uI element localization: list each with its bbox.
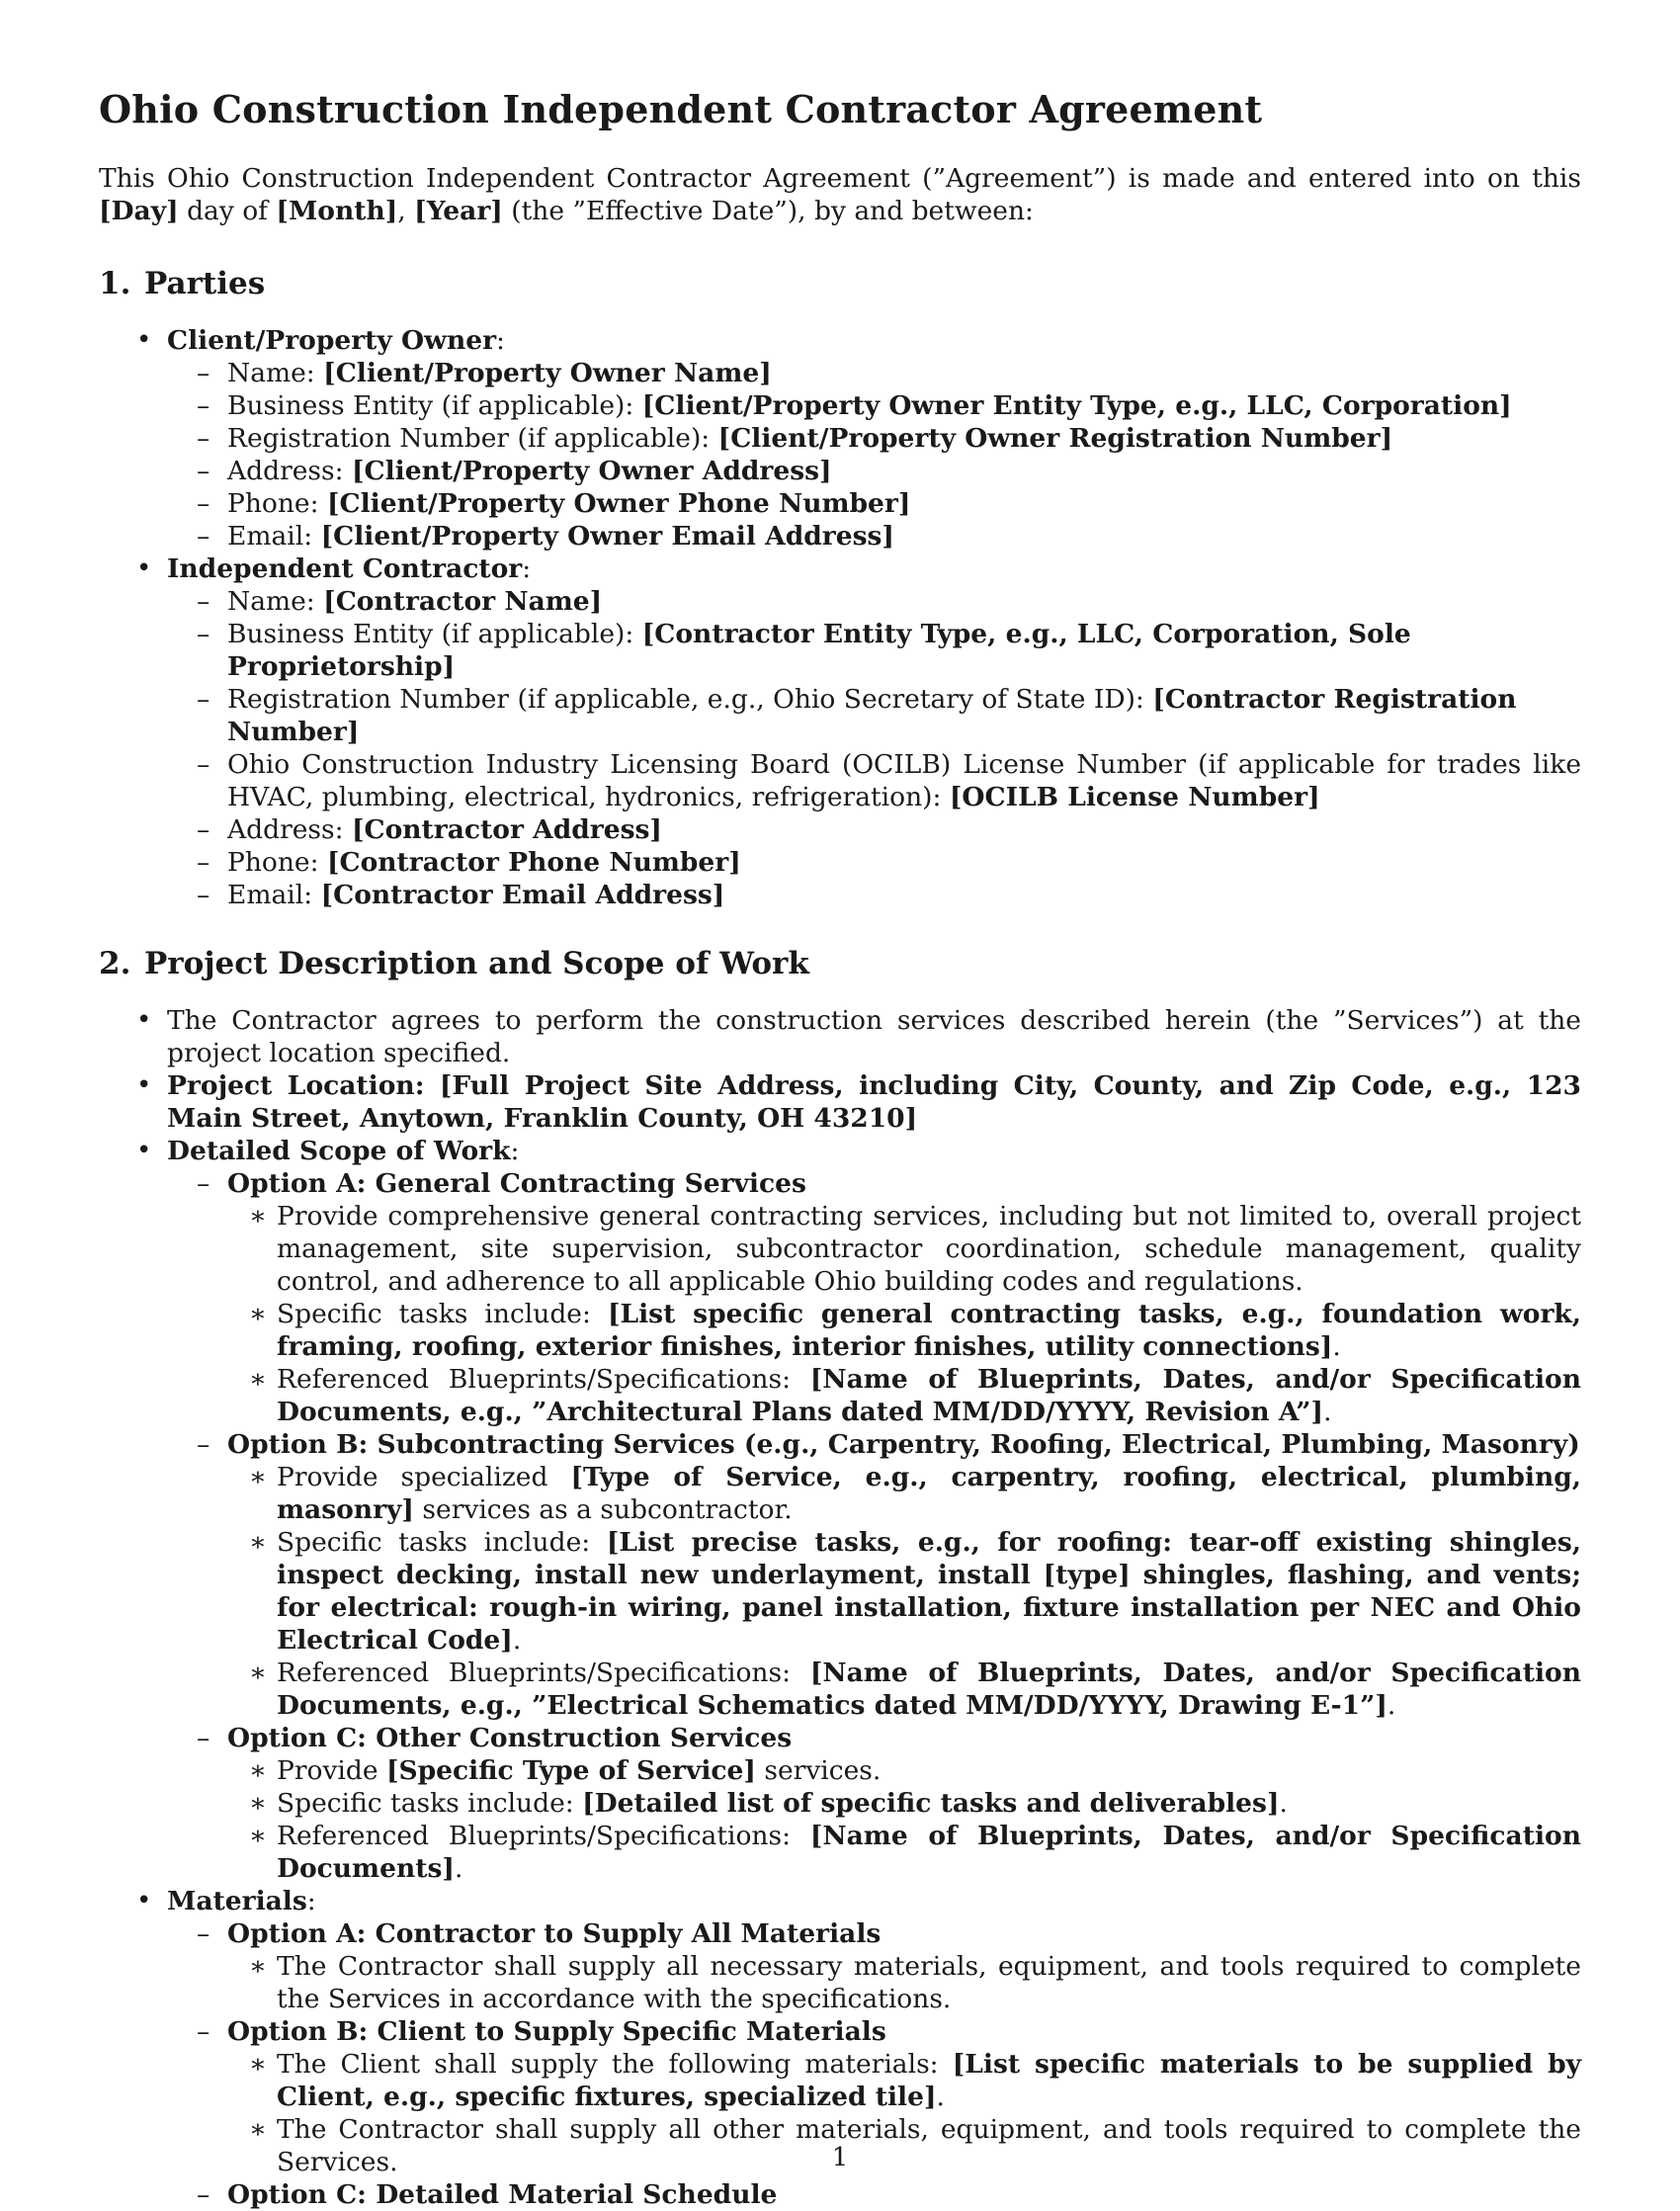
field-value: [OCILB License Number] xyxy=(949,782,1320,812)
field-value: [Client/Property Owner Phone Number] xyxy=(326,488,911,519)
field-value: [Contractor Address] xyxy=(351,814,662,845)
option-b-detail xyxy=(227,1526,1581,1657)
field-value: [Contractor Email Address] xyxy=(320,880,725,910)
option-c-detail xyxy=(227,1754,1581,1787)
client-entity-field xyxy=(167,389,1581,422)
section-heading-scope xyxy=(99,945,1581,982)
materials-b-detail: ∗ The Contractor shall supply all other materials, equipment, and tools required to complete the Services. xyxy=(227,2113,1581,2178)
scope-option-c xyxy=(167,1722,1581,1885)
option-title: Option B: Client to Supply Specific Materials xyxy=(227,2016,886,2047)
option-a-detail: ∗ Provide comprehensive general contracting services, including but not limited to, overall project management, site supervision, subcontractor coordination, schedule management, quality control, and adherence to all applicable Ohio building codes and regulations. xyxy=(227,1200,1581,1298)
intro-text: This Ohio Construction Independent Contractor Agreement (”Agreement”) is made and entered into on this xyxy=(99,163,1581,194)
section-title: Parties xyxy=(144,266,266,301)
materials-label: Materials xyxy=(167,1886,307,1916)
contractor-fields xyxy=(167,585,1581,911)
scope-list xyxy=(99,1004,1581,2211)
colon: : xyxy=(496,325,505,356)
materials-a-detail: ∗ The Contractor shall supply all necessary materials, equipment, and tools required to complete the Services in accordance with the specifications. xyxy=(227,1950,1581,2015)
option-a-details xyxy=(227,1200,1581,1428)
intro-text: (the ”Effective Date”), by and between: xyxy=(502,196,1034,226)
detail-label: Specific tasks include: xyxy=(277,1527,607,1558)
option-title: Option A: General Contracting Services xyxy=(227,1168,806,1199)
detail-end: . xyxy=(1323,1397,1332,1427)
detail-value: [Type of Service, e.g., carpentry, roofing, electrical, plumbing, masonry] xyxy=(277,1462,1581,1525)
intro-text: day of xyxy=(178,196,277,226)
detailed-scope-item xyxy=(99,1135,1581,1885)
scope-label: Detailed Scope of Work xyxy=(167,1136,511,1166)
client-party xyxy=(99,324,1581,553)
colon: : xyxy=(306,1886,316,1916)
detail-label: Referenced Blueprints/Specifications: xyxy=(277,1821,810,1851)
field-value: [Client/Property Owner Registration Number] xyxy=(717,423,1393,454)
scope-options xyxy=(167,1167,1581,1885)
field-label: Registration Number (if applicable): xyxy=(227,423,718,454)
detail-value: [Name of Blueprints, Dates, and/or Specification Documents, e.g., ”Electrical Schematics dated MM/DD/YYYY, Drawing E-1”] xyxy=(277,1658,1581,1721)
client-email-field xyxy=(167,520,1581,553)
field-label: Registration Number (if applicable, e.g., Ohio Secretary of State ID): xyxy=(227,684,1153,715)
option-a-detail xyxy=(227,1363,1581,1428)
detail-value: [List precise tasks, e.g., for roofing: tear-off existing shingles, inspect decking, install new underlayment, install [type] shingles, flashing, and vents; for electrical: rough-in wiring, panel installation, fixture installation per NEC and Ohio Electrical Code] xyxy=(277,1527,1581,1656)
field-label: Ohio Construction Industry Licensing Board (OCILB) License Number (if applicable for trades like HVAC, plumbing, electrical, hydronics, refrigeration): xyxy=(227,749,1581,812)
detail-end: . xyxy=(454,1853,463,1884)
contractor-address-field xyxy=(167,813,1581,846)
detail-value: [Name of Blueprints, Dates, and/or Specification Documents, e.g., ”Architectural Plans dated MM/DD/YYYY, Revision A”] xyxy=(277,1364,1581,1427)
section-heading-parties xyxy=(99,265,1581,302)
section-number: 1. xyxy=(99,266,131,301)
client-label: Client/Property Owner xyxy=(167,325,497,356)
client-address-field xyxy=(167,455,1581,487)
intro-paragraph xyxy=(99,162,1581,227)
field-label: Business Entity (if applicable): xyxy=(227,619,642,649)
services-item: • The Contractor agrees to perform the construction services described herein (the ”Services”) at the project location specified. xyxy=(99,1004,1581,1069)
contractor-name-field xyxy=(167,585,1581,618)
detail-label: Referenced Blueprints/Specifications: xyxy=(277,1658,810,1688)
client-phone-field xyxy=(167,487,1581,520)
field-value: [Client/Property Owner Entity Type, e.g., LLC, Corporation] xyxy=(641,390,1512,421)
contractor-entity-field xyxy=(167,618,1581,683)
option-title: Option A: Contractor to Supply All Materials xyxy=(227,1918,882,1949)
contractor-phone-field xyxy=(167,846,1581,879)
field-label: Project Location xyxy=(167,1070,415,1101)
page-number: 1 xyxy=(831,2143,849,2172)
materials-option-a xyxy=(167,1917,1581,2015)
document-title: Ohio Construction Independent Contractor Agreement xyxy=(99,87,1263,131)
client-name-field xyxy=(167,357,1581,389)
field-label: Name: xyxy=(227,358,324,388)
option-c-details xyxy=(227,1754,1581,1885)
detail-end: services as a subcontractor. xyxy=(413,1494,793,1525)
field-label: Business Entity (if applicable): xyxy=(227,390,642,421)
detail-end: . xyxy=(512,1625,522,1656)
detail-label: Referenced Blueprints/Specifications: xyxy=(277,1364,810,1395)
field-label: Address: xyxy=(227,456,352,486)
contractor-party xyxy=(99,553,1581,911)
field-value: [Contractor Registration Number] xyxy=(227,684,1517,747)
option-title: Option C: Detailed Material Schedule xyxy=(227,2179,778,2210)
option-c-detail xyxy=(227,1787,1581,1820)
detail-label: The Client shall supply the following materials: xyxy=(277,2049,953,2080)
detail-value: [Specific Type of Service] xyxy=(385,1755,756,1786)
detail-label: Provide xyxy=(277,1755,386,1786)
year-placeholder: [Year] xyxy=(414,196,503,226)
option-b-detail xyxy=(227,1461,1581,1526)
contractor-registration-field xyxy=(167,683,1581,748)
detail-value: [List specific materials to be supplied by Client, e.g., specific fixtures, specialized tile] xyxy=(277,2049,1582,2112)
detail-label: Specific tasks include: xyxy=(277,1299,608,1329)
detail-end: services. xyxy=(755,1755,882,1786)
field-value: [Client/Property Owner Address] xyxy=(351,456,832,486)
detail-value: [List specific general contracting tasks, e.g., foundation work, framing, roofing, exterior finishes, interior finishes, utility connections] xyxy=(277,1299,1581,1362)
option-b-detail xyxy=(227,1657,1581,1722)
field-value: [Contractor Name] xyxy=(323,586,603,617)
detail-end: . xyxy=(1279,1788,1288,1819)
month-placeholder: [Month] xyxy=(276,196,398,226)
option-c-detail xyxy=(227,1820,1581,1885)
colon: : xyxy=(510,1136,520,1166)
scope-option-a xyxy=(167,1167,1581,1428)
detail-end: . xyxy=(1332,1331,1341,1362)
detail-label: Provide specialized xyxy=(277,1462,571,1492)
contractor-email-field xyxy=(167,879,1581,911)
field-label: Address: xyxy=(227,814,352,845)
project-location-item xyxy=(99,1069,1581,1135)
detail-label: Specific tasks include: xyxy=(277,1788,583,1819)
field-label: Phone: xyxy=(227,847,327,878)
materials-option-c xyxy=(167,2178,1581,2211)
contractor-label: Independent Contractor xyxy=(167,553,523,584)
intro-text: , xyxy=(397,196,415,226)
option-b-details xyxy=(227,1461,1581,1722)
section-title: Project Description and Scope of Work xyxy=(144,946,809,981)
field-value: [Contractor Phone Number] xyxy=(326,847,741,878)
detail-value: [Name of Blueprints, Dates, and/or Specification Documents] xyxy=(277,1821,1581,1884)
field-label: Name: xyxy=(227,586,324,617)
client-registration-field xyxy=(167,422,1581,455)
option-title: Option C: Other Construction Services xyxy=(227,1723,793,1753)
materials-b-detail xyxy=(227,2048,1581,2113)
field-label: Email: xyxy=(227,521,321,552)
day-placeholder: [Day] xyxy=(99,196,179,226)
colon: : xyxy=(522,553,532,584)
option-title: Option B: Subcontracting Services (e.g., Carpentry, Roofing, Electrical, Plumbing, Masonry) xyxy=(227,1429,1580,1460)
detail-value: [Detailed list of specific tasks and deliverables] xyxy=(582,1788,1280,1819)
field-value: [Contractor Entity Type, e.g., LLC, Corporation, Sole Proprietorship] xyxy=(227,619,1411,682)
section-number: 2. xyxy=(99,946,131,981)
option-a-detail xyxy=(227,1298,1581,1363)
document-page xyxy=(99,87,1581,2211)
field-label: Email: xyxy=(227,880,321,910)
parties-list xyxy=(99,324,1581,911)
field-value: : [Full Project Site Address, including City, County, and Zip Code, e.g., 123 Main Street, Anytown, Franklin County, OH 43210] xyxy=(167,1070,1581,1134)
field-value: [Client/Property Owner Name] xyxy=(323,358,772,388)
field-value: [Client/Property Owner Email Address] xyxy=(320,521,894,552)
client-fields xyxy=(167,357,1581,553)
detail-end: . xyxy=(1386,1690,1396,1721)
detail-end: . xyxy=(936,2082,945,2112)
scope-option-b xyxy=(167,1428,1581,1722)
field-label: Phone: xyxy=(227,488,327,519)
contractor-ocilb-field xyxy=(167,748,1581,813)
materials-a-details xyxy=(227,1950,1581,2015)
